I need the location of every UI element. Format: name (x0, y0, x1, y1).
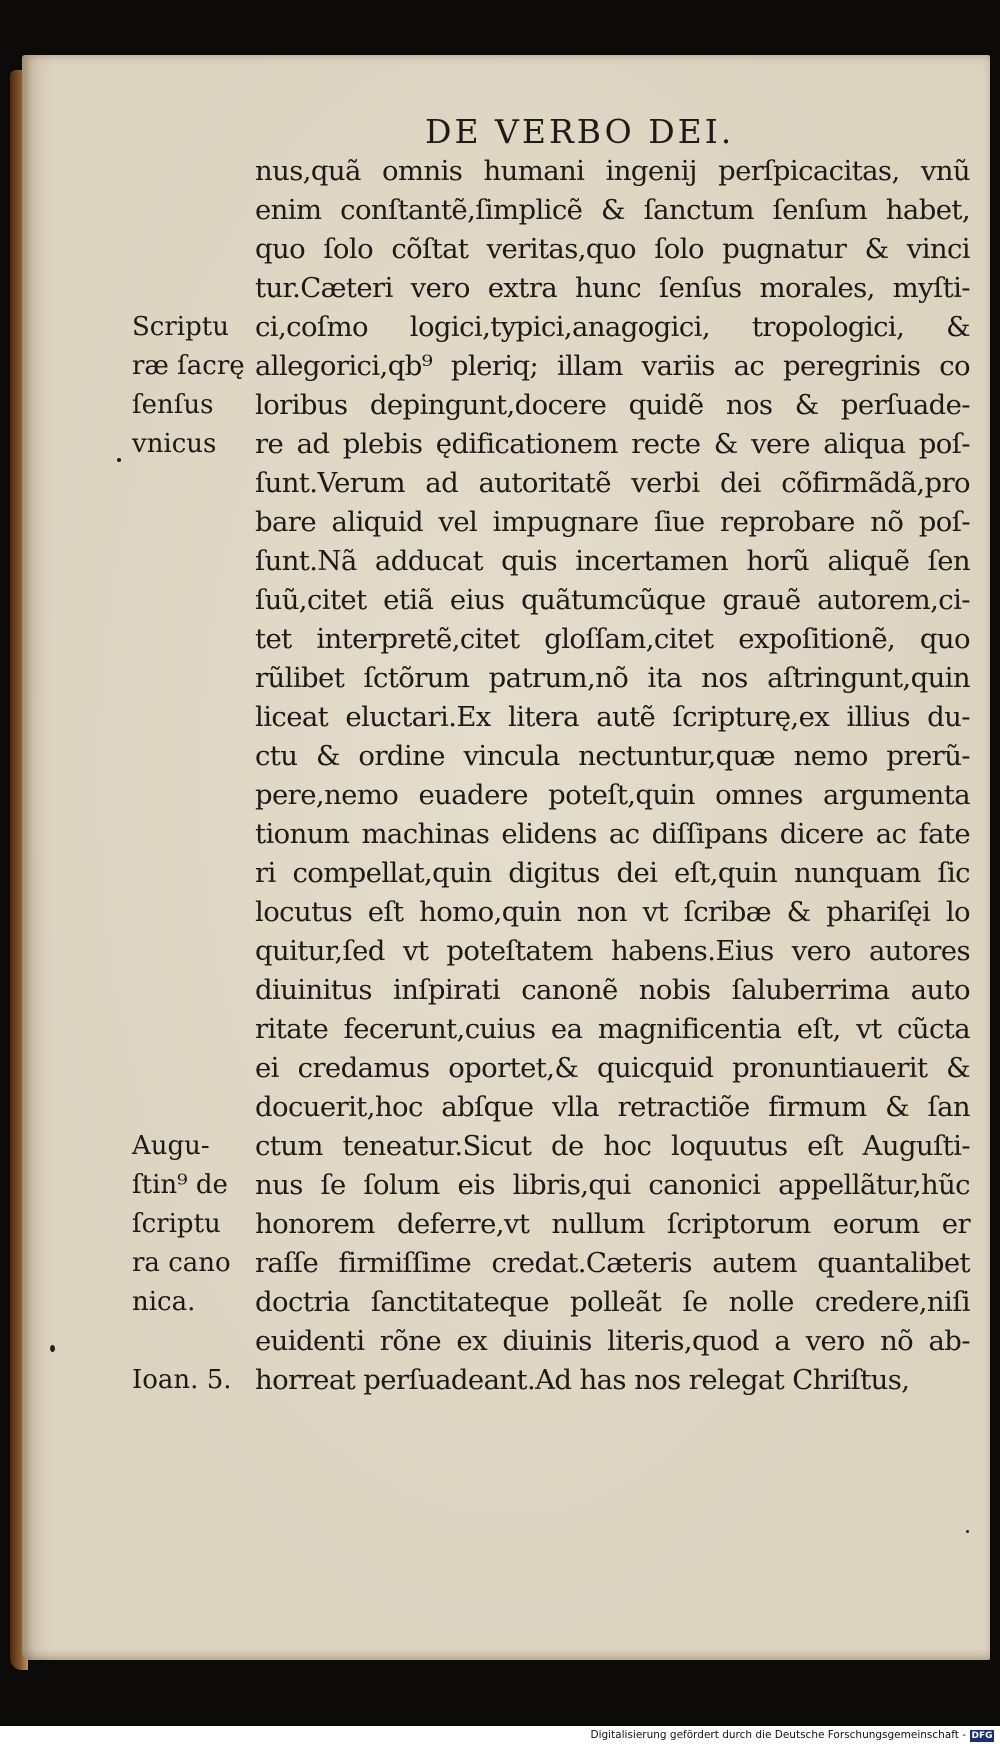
marginal-note-line: Scriptu (132, 312, 229, 342)
text-line: doctria ſanctitateque polleãt ſe nolle credere,niſi (255, 1286, 970, 1318)
text-line: ſuũ,citet etiã eius quãtumcũque grauẽ autorem,ci- (255, 584, 970, 616)
marginal-note-line: ſenſus (132, 390, 214, 420)
text-line: quitur,ſed vt poteſtatem habens.Eius vero autores (255, 935, 970, 967)
dfg-logo: DFG (971, 1731, 993, 1741)
body-text (255, 152, 970, 1400)
text-line: liceat eluctari.Ex litera autẽ ſcripturę,ex illius du- (255, 701, 970, 733)
text-line: locutus eſt homo,quin non vt ſcribæ & phariſęi lo (255, 896, 970, 928)
text-line: loribus depingunt,docere quidẽ nos & perſuade- (255, 389, 970, 421)
text-line: quo ſolo cõſtat veritas,quo ſolo pugnatur & vinci (255, 233, 970, 265)
text-line: ri compellat,quin digitus dei eſt,quin nunquam ſic (255, 857, 970, 889)
paper-speck (966, 1530, 969, 1533)
text-line: re ad plebis ędificationem recte & vere aliqua poſ- (255, 428, 970, 460)
text-line: horreat perſuadeant.Ad has nos relegat Chriſtus, (255, 1364, 910, 1396)
text-line: ritate fecerunt,cuius ea magnificentia eſt, vt cũcta (255, 1013, 970, 1045)
text-line: ci,coſmo logici,typici,anagogici, tropologici, & (255, 311, 970, 343)
running-head: DE VERBO DEI. (425, 112, 735, 151)
marginal-note-line: ſtin⁹ de (132, 1170, 228, 1200)
text-line: docuerit,hoc abſque vlla retractiõe firmum & ſan (255, 1091, 970, 1123)
text-line: ctum teneatur.Sicut de hoc loquutus eſt Auguſti- (255, 1130, 970, 1162)
marginal-note-line: nica. (132, 1287, 196, 1317)
text-line: enim conſtantẽ,ſimplicẽ & ſanctum ſenſum habet, (255, 194, 970, 226)
text-line: nus ſe ſolum eis libris,qui canonici appellãtur,hũc (255, 1169, 970, 1201)
text-line: honorem deferre,vt nullum ſcriptorum eorum er (255, 1208, 970, 1240)
text-line: euidenti rõne ex diuinis literis,quod a vero nõ ab- (255, 1325, 970, 1357)
marginal-note-line: Ioan. 5. (132, 1365, 232, 1395)
text-line: allegorici,qb⁹ pleriq; illam variis ac peregrinis co (255, 350, 970, 382)
text-line: ſunt.Nã adducat quis incertamen horũ aliquẽ ſen (255, 545, 970, 577)
marginal-note-line: ra cano (132, 1248, 231, 1278)
text-line: bare aliquid vel impugnare ſiue reprobare nõ poſ- (255, 506, 970, 538)
text-line: ſunt.Verum ad autoritatẽ verbi dei cõfirmãdã,pro (255, 467, 970, 499)
text-line: nus,quã omnis humani ingenij perſpicacitas, vnũ (255, 155, 970, 187)
text-line: diuinitus inſpirati canonẽ nobis ſaluberrima auto (255, 974, 970, 1006)
paper-speck (117, 458, 121, 462)
text-line: pere,nemo euadere poteſt,quin omnes argumenta (255, 779, 970, 811)
marginal-note-line: Augu- (132, 1131, 210, 1161)
text-line: tet interpretẽ,citet gloſſam,citet expoſitionẽ, quo (255, 623, 970, 655)
text-line: ei credamus oportet,& quicquid pronuntiauerit & (255, 1052, 970, 1084)
footer-credit: Digitalisierung gefördert durch die Deutsche Forschungsgemeinschaft - (590, 1729, 966, 1741)
text-line: tur.Cæteri vero extra hunc ſenſus morales, myſti- (255, 272, 970, 304)
marginal-note-line: ræ ſacrę (132, 351, 245, 381)
paper-speck (50, 1345, 55, 1352)
text-line: tionum machinas elidens ac diſſipans dicere ac fate (255, 818, 970, 850)
text-line: raſſe firmiſſime credat.Cæteris autem quantalibet (255, 1247, 970, 1279)
marginal-note-line: vnicus (132, 429, 217, 459)
marginal-note-line: ſcriptu (132, 1209, 221, 1239)
text-line: ctu & ordine vincula nectuntur,quæ nemo prerũ- (255, 740, 970, 772)
text-line: rũlibet ſctõrum patrum,nõ ita nos aſtringunt,quin (255, 662, 970, 694)
